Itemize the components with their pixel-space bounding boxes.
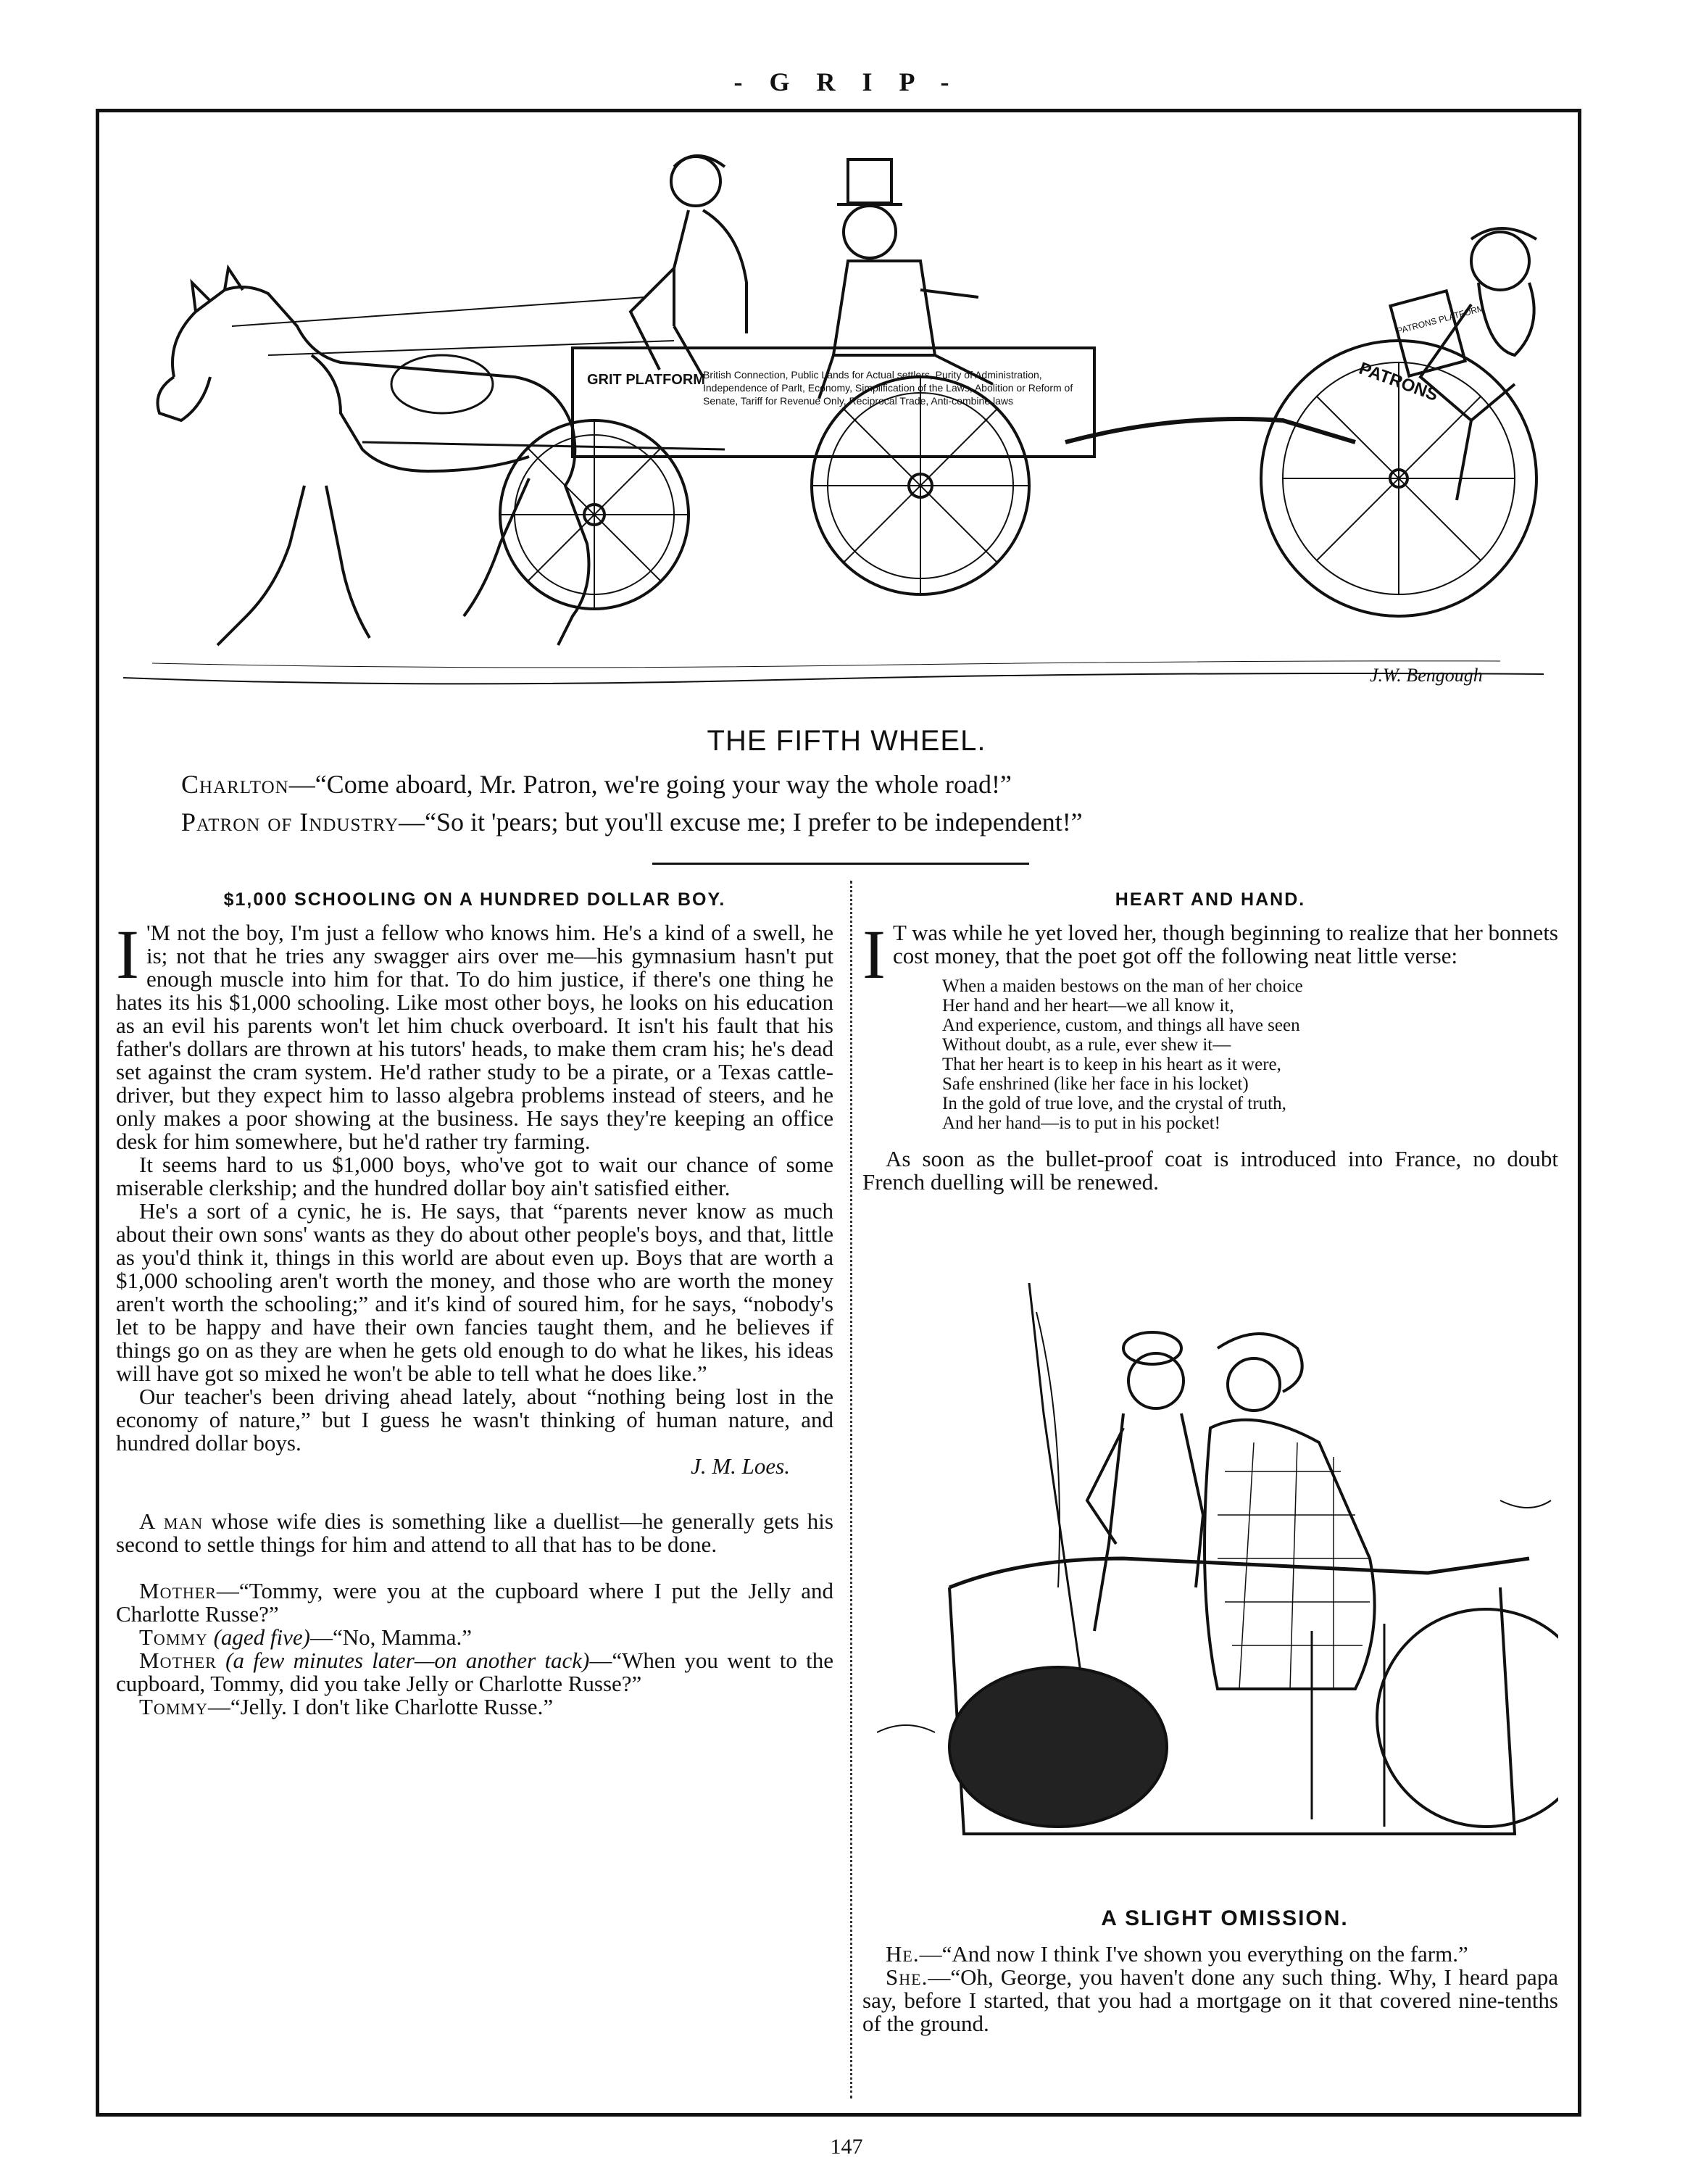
dialogue-line: Mother (a few minutes later—on another tack)—“When you went to the cupboard, Tommy, did you take Jelly or Charlotte Russe?” (116, 1648, 834, 1696)
poem-line: In the gold of true love, and the crystal of truth, (942, 1094, 1286, 1113)
omission-dialogue (862, 1943, 1558, 2035)
newspaper-label: PATRONS PLATFORM (1395, 302, 1486, 336)
horse-body (172, 287, 589, 645)
dropcap: I (862, 915, 886, 993)
poem-line: And her hand—is to put in his pocket! (942, 1113, 1220, 1133)
dialogue-line: Tommy—“Jelly. I don't like Charlotte Russe.” (139, 1694, 554, 1719)
article-paragraph: Our teacher's been driving ahead lately, about “nothing being lost in the economy of nature,” but I guess he wasn't thinking of human nature, and hundred dollar boys. (116, 1384, 833, 1456)
fifth-wheel-cartoon (123, 138, 1558, 703)
bullet-coat-paragraph: As soon as the bullet-proof coat is introduced into France, no doubt French duelling will be renewed. (862, 1146, 1558, 1195)
poem-line: And experience, custom, and things all have seen (942, 1016, 1300, 1035)
left-column (116, 888, 833, 1719)
page-number: 147 (830, 2135, 863, 2159)
caption-rule (652, 863, 1029, 865)
caption-speaker: Charlton (181, 770, 289, 799)
column-divider (850, 881, 852, 2098)
caption-text: —“So it 'pears; but you'll excuse me; I prefer to be independent!” (399, 807, 1083, 836)
article-paragraph: I 'M not the boy, I'm just a fellow who knows him. He's a kind of a swell, he is; not that he tries any swagger airs over me—his gymnasium hasn't put enough muscle into him for that. To do him justice, if there's one thing he hates its his $1,000 schooling. Like most other boys, he looks on his education as an evil his parents won't let him chuck overboard. It isn't his fault that his father's dollars are thrown at his tutors' heads, to make them cram his; he's dead set against the cram system. He'd rather study to be a pirate, or a Texas cattle-driver, but they expect him to lasso algebra problems instead of steers, and he only makes a poor showing at the business. He says they're keeping an office desk for him somewhere, but he'd rather try farming. (116, 915, 833, 1154)
author-signature: J. M. Loes. (691, 1453, 790, 1479)
poem-line: When a maiden bestows on the man of her choice (942, 976, 1303, 996)
caption-patron (181, 806, 1544, 838)
article-paragraph: It seems hard to us $1,000 boys, who've got to wait our chance of some miserable clerkship; and the hundred dollar boy ain't satisfied either. (116, 1152, 833, 1200)
dropcap: I (116, 915, 139, 993)
poem-line: Safe enshrined (like her face in his locket) (942, 1074, 1249, 1094)
artist-signature: J.W. Bengough (1370, 665, 1483, 686)
patrons-wheel-label: PATRONS (1356, 358, 1441, 406)
article-heading: $1,000 SCHOOLING ON A HUNDRED DOLLAR BOY. (223, 889, 726, 910)
poem-line: Her hand and her heart—we all know it, (942, 996, 1234, 1016)
platform-sign-text: British Connection, Public Lands for Actual settlers, Purity of Administration, Independence of Parlt, Economy, Simplification of the Laws, Abolition or Reform of Senate, Tariff for Revenue Only, Reciprocal Trade, Anti-combine laws (703, 369, 1073, 407)
dialogue-line: Tommy (aged five)—“No, Mamma.” (139, 1624, 472, 1650)
dialogue-line: He.—“And now I think I've shown you everything on the farm.” (886, 1941, 1468, 1967)
article-heading: HEART AND HAND. (1115, 889, 1306, 910)
caption-charlton (181, 768, 1544, 800)
duellist-paragraph: A man whose wife dies is something like a duellist—he generally gets his second to settle things for him and attend to all that has to be done. (116, 1508, 833, 1557)
poem (942, 976, 1558, 1133)
platform-sign-title: GRIT PLATFORM (587, 372, 705, 388)
article-paragraph: I T was while he yet loved her, though beginning to realize that her bonnets cost money, that the poet got off the following neat little verse: (862, 915, 1558, 993)
caption-speaker: Patron of Industry (181, 807, 399, 836)
cartoon-title: THE FIFTH WHEEL. (707, 725, 986, 757)
dialogue-line: She.—“Oh, George, you haven't done any such thing. Why, I heard papa say, before I started, that you had a mortgage on it that covered nine-tenths of the ground. (862, 1964, 1558, 2036)
slight-omission-illustration (877, 1283, 1558, 1899)
omission-title: A SLIGHT OMISSION. (1101, 1906, 1349, 1930)
dialogue-line: Mother—“Tommy, were you at the cupboard where I put the Jelly and Charlotte Russe?” (116, 1578, 833, 1627)
right-column (862, 888, 1558, 1194)
article-paragraph: He's a sort of a cynic, he is. He says, that “parents never know as much about their own sons' wants as they do about other people's boys, and that, little as you'd think it, things in this world are about even up. Boys that are worth a $1,000 schooling aren't worth the money, and those who are worth the money aren't worth the schooling;” and it's kind of soured him, for he says, “nobody's let to be happy and have their own fancies taught them, and he believes if things go on as they are when he gets old enough to do what he likes, his ideas will have got so mixed he won't be able to tell what he does like.” (116, 1198, 833, 1386)
caption-text: —“Come aboard, Mr. Patron, we're going your way the whole road!” (288, 770, 1012, 799)
masthead: - G R I P - (733, 67, 960, 96)
poem-line: That her heart is to keep in his heart as it were, (942, 1055, 1281, 1074)
poem-line: Without doubt, as a rule, ever shew it— (942, 1035, 1231, 1055)
